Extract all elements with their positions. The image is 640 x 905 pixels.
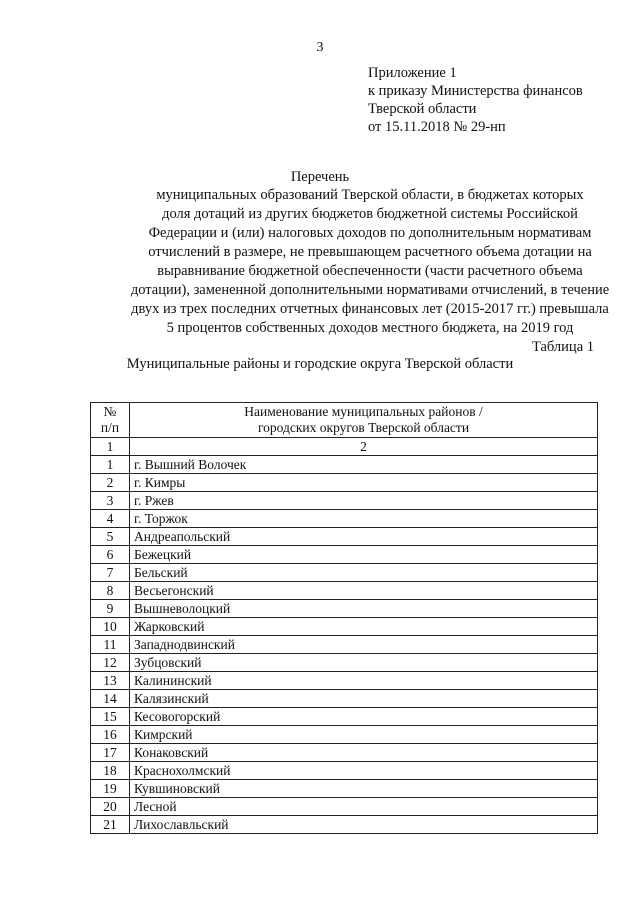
row-number: 9 xyxy=(91,600,130,618)
row-number: 20 xyxy=(91,798,130,816)
municipality-name: Кесовогорский xyxy=(130,708,598,726)
municipality-name: г. Ржев xyxy=(130,492,598,510)
municipality-name: Западнодвинский xyxy=(130,636,598,654)
table-row xyxy=(91,636,598,654)
table-row xyxy=(91,456,598,474)
municipality-name: г. Вышний Волочек xyxy=(130,456,598,474)
list-title-line: дотации), замененной дополнительными нормативами отчислений, в течение xyxy=(130,282,610,298)
row-number: 11 xyxy=(91,636,130,654)
row-number: 16 xyxy=(91,726,130,744)
row-number: 12 xyxy=(91,654,130,672)
table-row xyxy=(91,600,598,618)
table-row xyxy=(91,528,598,546)
row-number: 2 xyxy=(91,474,130,492)
appendix-block xyxy=(368,64,583,136)
municipality-name: Кимрский xyxy=(130,726,598,744)
municipality-name: Конаковский xyxy=(130,744,598,762)
table-row xyxy=(91,582,598,600)
municipality-name: Зубцовский xyxy=(130,654,598,672)
municipality-name: Весьегонский xyxy=(130,582,598,600)
table-header-row xyxy=(91,403,598,438)
row-number: 17 xyxy=(91,744,130,762)
list-title-line: Федерации и (или) налоговых доходов по дополнительным нормативам xyxy=(148,225,592,241)
list-title xyxy=(100,186,640,338)
row-number: 1 xyxy=(91,456,130,474)
table-title: Муниципальные районы и городские округа Тверской области xyxy=(126,356,514,372)
municipality-name: Калязинский xyxy=(130,690,598,708)
municipality-name: Лихославльский xyxy=(130,816,598,834)
list-title-line: отчислений в размере, не превышающем расчетного объема дотации на xyxy=(148,244,592,260)
table-row xyxy=(91,510,598,528)
table-row xyxy=(91,690,598,708)
row-number: 3 xyxy=(91,492,130,510)
header-num-line: п/п xyxy=(100,420,120,435)
table-row xyxy=(91,672,598,690)
header-num xyxy=(91,403,130,438)
appendix-line: Приложение 1 xyxy=(368,65,457,81)
municipality-name: Вышневолоцкий xyxy=(130,600,598,618)
table-row xyxy=(91,654,598,672)
municipality-name: Краснохолмский xyxy=(130,762,598,780)
table-row xyxy=(91,798,598,816)
municipality-name: Лесной xyxy=(130,798,598,816)
municipality-name: Бежецкий xyxy=(130,546,598,564)
table-row xyxy=(91,726,598,744)
row-number: 19 xyxy=(91,780,130,798)
list-title-line: муниципальных образований Тверской области, в бюджетах которых xyxy=(156,187,584,203)
table-row xyxy=(91,762,598,780)
header-name-line: Наименование муниципальных районов / xyxy=(244,404,483,419)
table-row xyxy=(91,564,598,582)
header-name-line: городских округов Тверской области xyxy=(257,420,470,435)
municipality-name: Андреапольский xyxy=(130,528,598,546)
municipality-name: Бельский xyxy=(130,564,598,582)
row-number: 14 xyxy=(91,690,130,708)
municipality-name: г. Кимры xyxy=(130,474,598,492)
page-number: 3 xyxy=(316,40,324,55)
row-number: 8 xyxy=(91,582,130,600)
table-row xyxy=(91,816,598,834)
column-index-cell: 2 xyxy=(130,438,598,456)
table-row xyxy=(91,708,598,726)
column-index-cell: 1 xyxy=(91,438,130,456)
table-row xyxy=(91,492,598,510)
header-num-line: № xyxy=(103,404,117,419)
list-title-line: выравнивание бюджетной обеспеченности (части расчетного объема xyxy=(157,263,583,279)
row-number: 18 xyxy=(91,762,130,780)
column-index-row xyxy=(91,438,598,456)
list-title-line: доля дотаций из других бюджетов бюджетной системы Российской xyxy=(162,206,578,222)
row-number: 21 xyxy=(91,816,130,834)
row-number: 6 xyxy=(91,546,130,564)
appendix-line: от 15.11.2018 № 29-нп xyxy=(368,119,506,135)
row-number: 5 xyxy=(91,528,130,546)
list-title-line: двух из трех последних отчетных финансовых лет (2015-2017 гг.) превышала xyxy=(131,301,609,317)
table-row xyxy=(91,744,598,762)
row-number: 13 xyxy=(91,672,130,690)
municipality-name: г. Торжок xyxy=(130,510,598,528)
header-name xyxy=(130,403,598,438)
table-caption: Таблица 1 xyxy=(531,339,594,355)
appendix-line: Тверской области xyxy=(368,101,477,117)
table-row xyxy=(91,546,598,564)
row-number: 10 xyxy=(91,618,130,636)
municipality-name: Кувшиновский xyxy=(130,780,598,798)
table-row xyxy=(91,618,598,636)
appendix-line: к приказу Министерства финансов xyxy=(368,83,583,99)
municipality-name: Жарковский xyxy=(130,618,598,636)
document-heading: Перечень xyxy=(290,169,350,185)
table-row xyxy=(91,780,598,798)
municipality-name: Калининский xyxy=(130,672,598,690)
row-number: 4 xyxy=(91,510,130,528)
row-number: 7 xyxy=(91,564,130,582)
row-number: 15 xyxy=(91,708,130,726)
list-title-line: 5 процентов собственных доходов местного бюджета, на 2019 год xyxy=(166,320,574,336)
municipalities-table xyxy=(90,402,598,834)
table-row xyxy=(91,474,598,492)
